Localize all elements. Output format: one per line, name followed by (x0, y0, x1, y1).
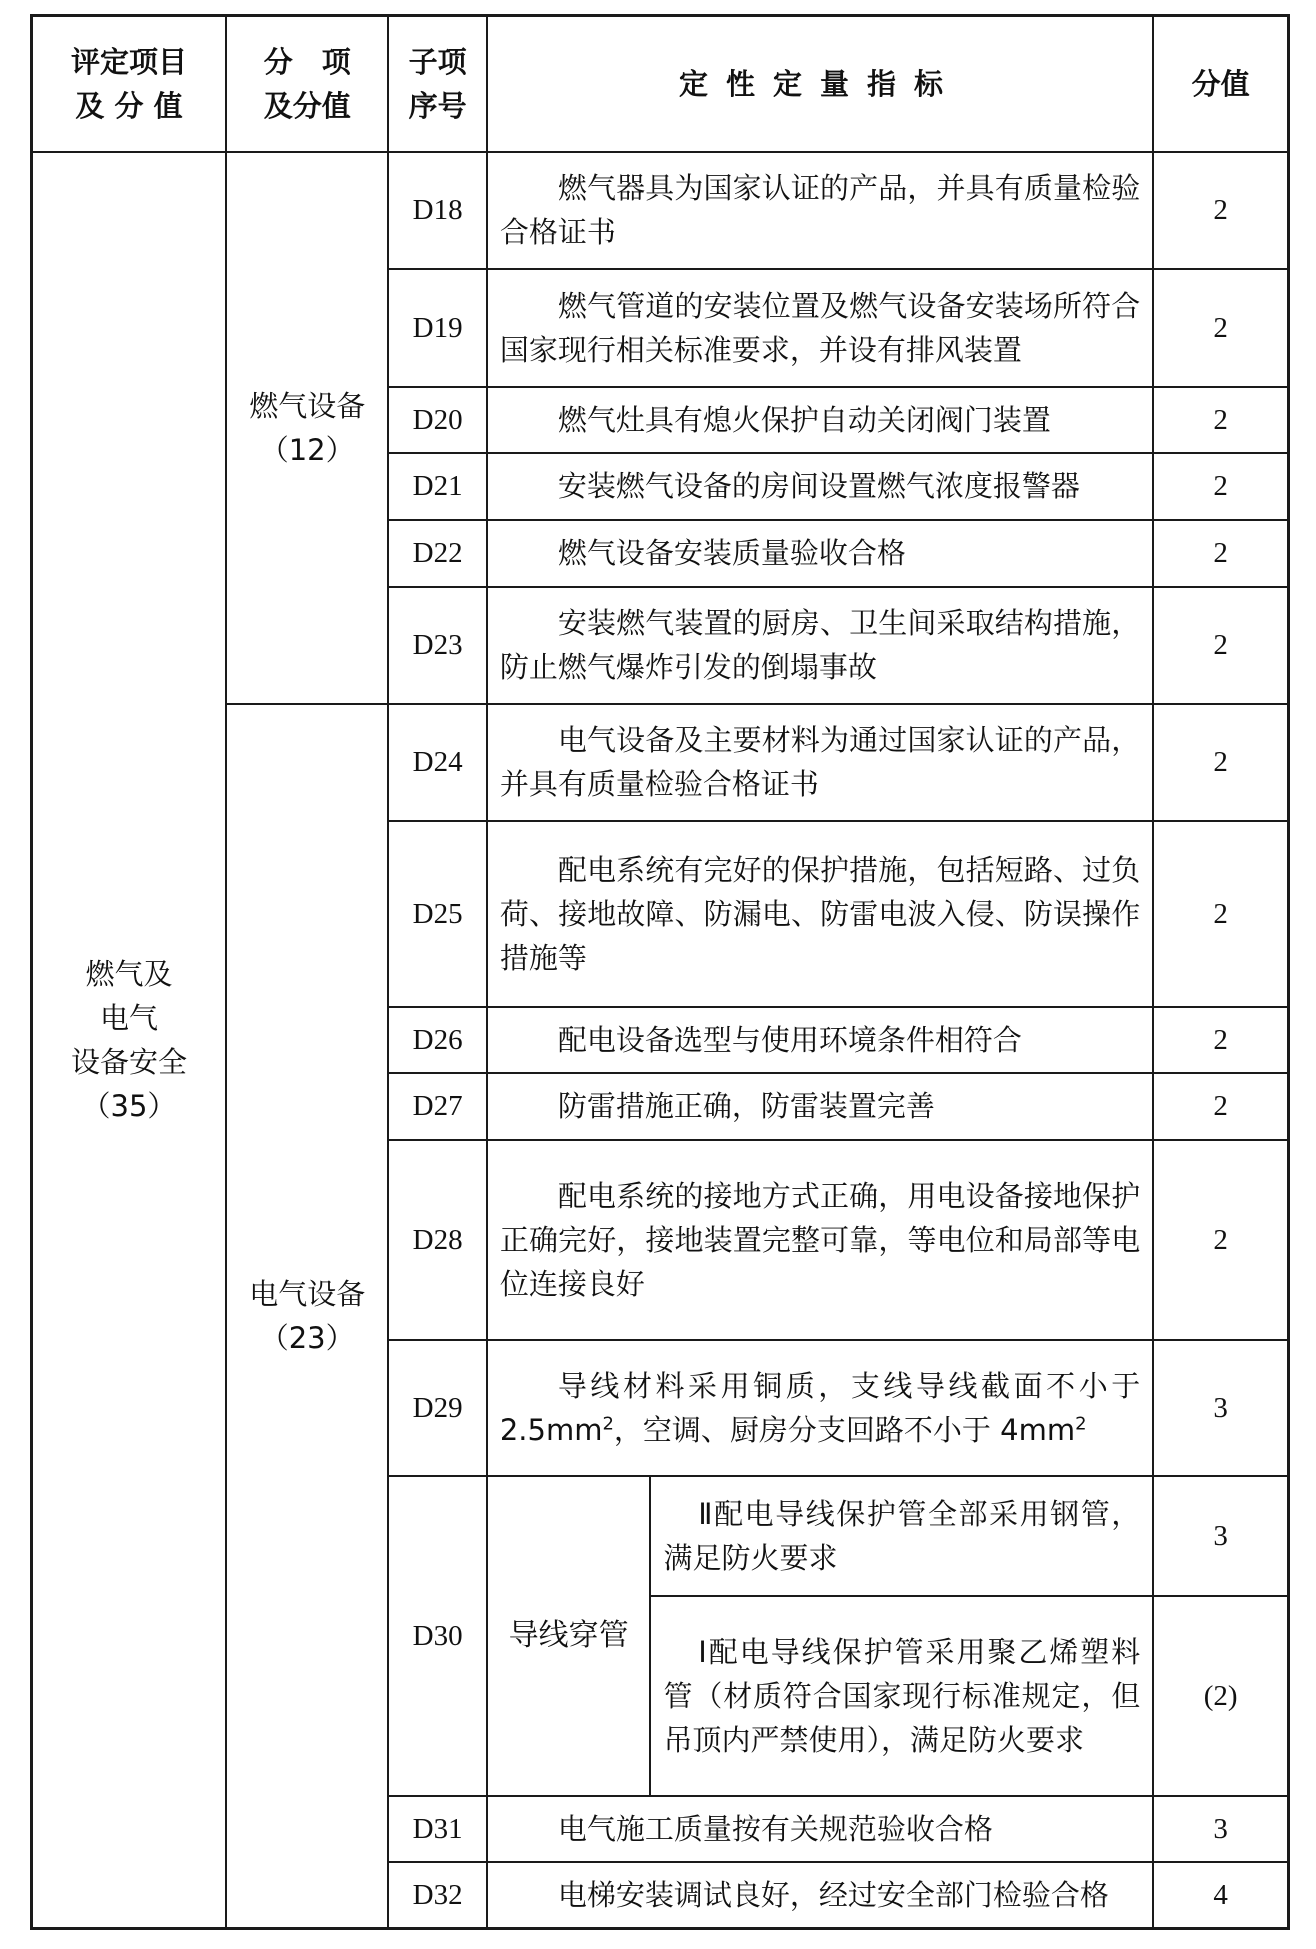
project-cell: 燃气及 电气 设备安全 （35） (32, 152, 226, 1929)
row-code: D20 (388, 387, 486, 453)
row-score: 2 (1153, 387, 1288, 453)
header-score: 分值 (1153, 16, 1288, 152)
row-score: 2 (1153, 269, 1288, 387)
row-indicator: 燃气器具为国家认证的产品，并具有质量检验合格证书 (487, 152, 1153, 269)
group-electric-cell: 电气设备 （23） (226, 704, 388, 1929)
header-project: 评定项目 及 分 值 (32, 16, 226, 152)
row-score: 3 (1153, 1340, 1288, 1476)
row-indicator: 燃气设备安装质量验收合格 (487, 520, 1153, 587)
row-code: D18 (388, 152, 486, 269)
row-indicator: 电气设备及主要材料为通过国家认证的产品，并具有质量检验合格证书 (487, 704, 1153, 821)
header-subitem: 分 项 及分值 (226, 16, 388, 152)
row-score: 2 (1153, 453, 1288, 520)
sub-indicator: Ⅱ配电导线保护管全部采用钢管，满足防火要求 (650, 1476, 1153, 1596)
row-code: D19 (388, 269, 486, 387)
row-indicator: 导线材料采用铜质，支线导线截面不小于$2.5mm^2$，空调、厨房分支回路不小于 $4mm^2$ (487, 1340, 1153, 1476)
row-score: 2 (1153, 704, 1288, 821)
conduit-label: 导线穿管 (487, 1476, 651, 1796)
evaluation-table (30, 14, 1290, 1930)
row-score: 4 (1153, 1862, 1288, 1929)
row-code: D26 (388, 1007, 486, 1073)
sub-score: 3 (1153, 1476, 1288, 1596)
sub-score: (2) (1153, 1596, 1288, 1796)
group-gas-cell: 燃气设备 （12） (226, 152, 388, 704)
row-indicator: 电气施工质量按有关规范验收合格 (487, 1796, 1153, 1862)
table-row (32, 152, 1289, 269)
header-row (32, 16, 1289, 152)
row-score: 2 (1153, 587, 1288, 704)
row-score: 2 (1153, 821, 1288, 1007)
row-indicator: 配电系统有完好的保护措施，包括短路、过负荷、接地故障、防漏电、防雷电波入侵、防误操作措施等 (487, 821, 1153, 1007)
row-score: 2 (1153, 520, 1288, 587)
header-indicator: 定性定量指标 (487, 16, 1153, 152)
row-code: D24 (388, 704, 486, 821)
row-indicator: 安装燃气装置的厨房、卫生间采取结构措施，防止燃气爆炸引发的倒塌事故 (487, 587, 1153, 704)
row-score: 2 (1153, 152, 1288, 269)
row-indicator: 安装燃气设备的房间设置燃气浓度报警器 (487, 453, 1153, 520)
sub-indicator: Ⅰ配电导线保护管采用聚乙烯塑料管（材质符合国家现行标准规定，但吊顶内严禁使用），满足防火要求 (650, 1596, 1153, 1796)
row-code: D31 (388, 1796, 486, 1862)
row-code: D32 (388, 1862, 486, 1929)
row-indicator: 燃气管道的安装位置及燃气设备安装场所符合国家现行相关标准要求，并设有排风装置 (487, 269, 1153, 387)
row-code: D21 (388, 453, 486, 520)
row-code: D25 (388, 821, 486, 1007)
row-code: D29 (388, 1340, 486, 1476)
row-indicator: 电梯安装调试良好，经过安全部门检验合格 (487, 1862, 1153, 1929)
row-score: 2 (1153, 1073, 1288, 1140)
row-code: D27 (388, 1073, 486, 1140)
row-code: D30 (388, 1476, 486, 1796)
row-score: 2 (1153, 1140, 1288, 1340)
row-indicator: 燃气灶具有熄火保护自动关闭阀门装置 (487, 387, 1153, 453)
row-code: D22 (388, 520, 486, 587)
row-score: 3 (1153, 1796, 1288, 1862)
row-score: 2 (1153, 1007, 1288, 1073)
row-code: D23 (388, 587, 486, 704)
header-code: 子项 序号 (388, 16, 486, 152)
row-indicator: 配电系统的接地方式正确，用电设备接地保护正确完好，接地装置完整可靠，等电位和局部等电位连接良好 (487, 1140, 1153, 1340)
row-indicator: 防雷措施正确，防雷装置完善 (487, 1073, 1153, 1140)
document-page (30, 14, 1290, 1930)
row-code: D28 (388, 1140, 486, 1340)
row-indicator: 配电设备选型与使用环境条件相符合 (487, 1007, 1153, 1073)
